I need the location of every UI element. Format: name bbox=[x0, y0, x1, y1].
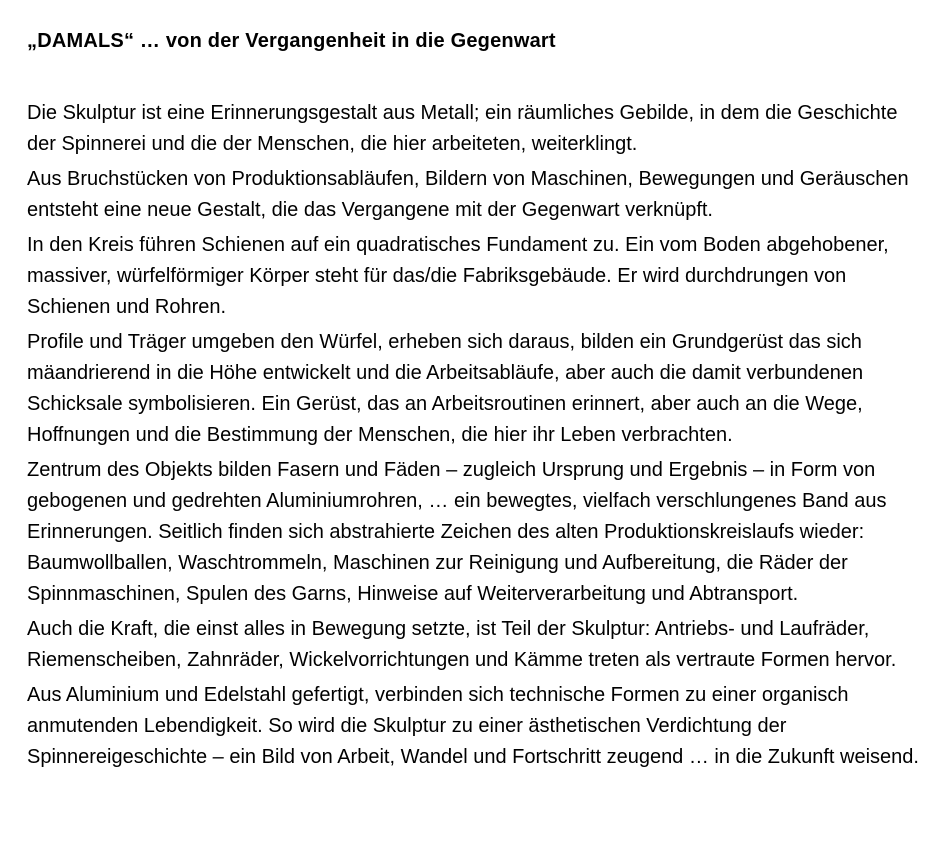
paragraph-profiles-traeger: Profile und Träger umgeben den Würfel, erheben sich daraus, bilden ein Grundgerüst das sich mäandrierend in die Höhe entwickelt und die Arbeitsabläufe, aber auch die damit verbundenen Schicksale symbolisieren. Ein Gerüst, das an Arbeitsroutinen erinnert, aber auch an die Wege, Hoffnungen und die Bestimmung der Menschen, die hier ihr Leben verbrachten. bbox=[27, 331, 864, 446]
paragraph-sculpture-intro: Die Skulptur ist eine Erinnerungsgestalt aus Metall; ein räumliches Gebilde, in dem die Geschichte der Spinnerei und die der Menschen, die hier arbeiteten, weiterklingt. bbox=[27, 102, 898, 155]
paragraph-kraft: Auch die Kraft, die einst alles in Bewegung setzte, ist Teil der Skulptur: Antriebs- und Laufräder, Riemenscheiben, Zahnräder, Wickelvorrichtungen und Kämme treten als vertraute Formen hervor. bbox=[27, 618, 897, 671]
document-body bbox=[27, 98, 920, 773]
paragraph-fragments: Aus Bruchstücken von Produktionsabläufen, Bildern von Maschinen, Bewegungen und Geräuschen entsteht eine neue Gestalt, die das Vergangene mit der Gegenwart verknüpft. bbox=[27, 168, 909, 221]
paragraph-aluminium-edelstahl: Aus Aluminium und Edelstahl gefertigt, verbinden sich technische Formen zu einer organisch anmutenden Lebendigkeit. So wird die Skulptur zu einer ästhetischen Verdichtung der Spinnereigeschichte – ein Bild von Arbeit, Wandel und Fortschritt zeugend … in die Zukunft weisend. bbox=[27, 684, 919, 768]
document-title: „DAMALS“ … von der Vergangenheit in die Gegenwart bbox=[27, 30, 556, 52]
paragraph-rails-fundament: In den Kreis führen Schienen auf ein quadratisches Fundament zu. Ein vom Boden abgehobener, massiver, würfelförmiger Körper steht für das/die Fabriksgebäude. Er wird durchdrungen von Schienen und Rohren. bbox=[27, 234, 889, 318]
paragraph-fasern-faeden: Zentrum des Objekts bilden Fasern und Fäden – zugleich Ursprung und Ergebnis – in Form von gebogenen und gedrehten Aluminiumrohren, … ein bewegtes, vielfach verschlungenes Band aus Erinnerungen. Seitlich finden sich abstrahierte Zeichen des alten Produktionskreislaufs wieder: Baumwollballen, Waschtrommeln, Maschinen zur Reinigung und Aufbereitung, die Räder der Spinnmaschinen, Spulen des Garns, Hinweise auf Weiterverarbeitung und Abtransport. bbox=[27, 459, 887, 605]
